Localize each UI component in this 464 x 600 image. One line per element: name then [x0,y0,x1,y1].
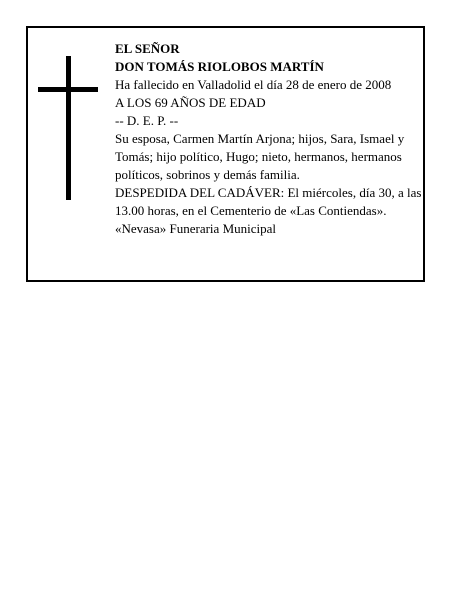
notice-title: EL SEÑOR [115,41,180,56]
death-line: Ha fallecido en Valladolid el día 28 de enero de 2008 [115,77,392,92]
rip-line: -- D. E. P. -- [115,113,179,128]
family-text: Su esposa, Carmen Martín Arjona; hijos, Sara, Ismael y Tomás; hijo político, Hugo; nieto, hermanos, hermanos políticos, sobrinos y demás familia. [115,131,405,182]
deceased-name: DON TOMÁS RIOLOBOS MARTÍN [115,59,324,74]
obituary-notice [26,26,425,282]
cross-icon [38,56,98,200]
age-line: A LOS 69 AÑOS DE EDAD [115,95,266,110]
farewell-text: DESPEDIDA DEL CADÁVER: El miércoles, día 30, a las 13.00 horas, en el Cementerio de «Las Contiendas». [115,185,422,218]
cross-horizontal-bar [38,87,98,92]
notice-text [115,40,423,238]
funeral-home: «Nevasa» Funeraria Municipal [115,221,277,236]
cross-vertical-bar [66,56,71,200]
